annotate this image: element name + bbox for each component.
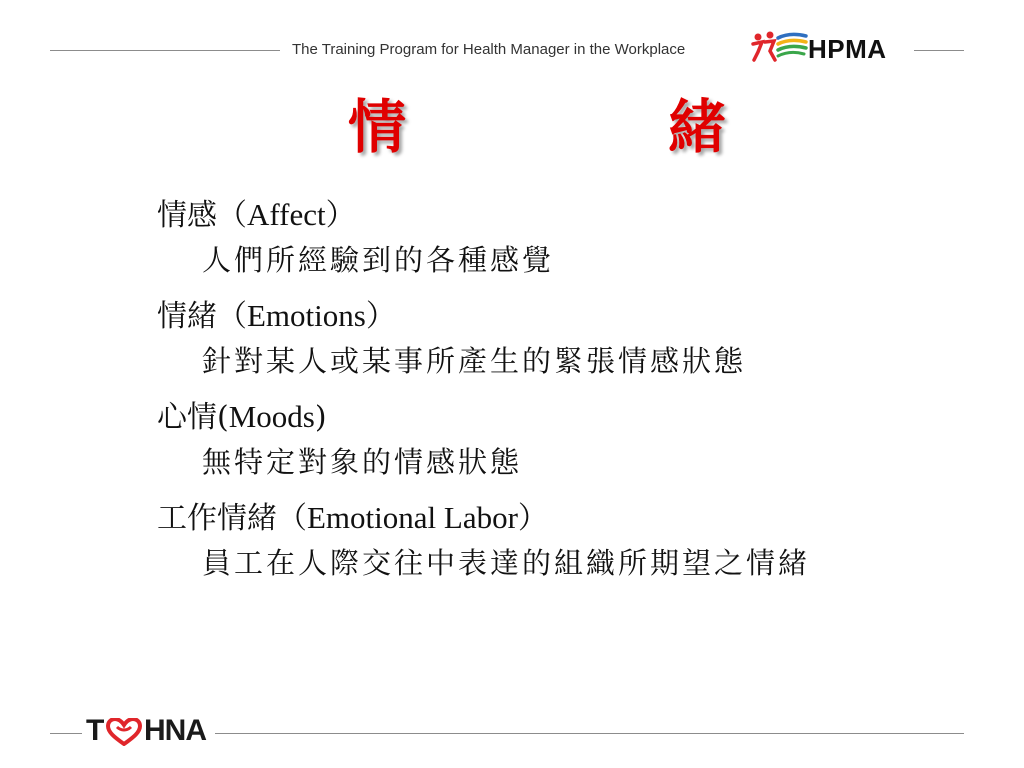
hpma-logo-text: HPMA [808, 34, 887, 64]
term-emotional-labor: 工作情緒（Emotional Labor） [157, 500, 548, 536]
title-char-left: 情 [348, 93, 407, 161]
list-item [157, 496, 1017, 585]
title-char-right: 緒 [668, 93, 727, 161]
footer-rule-right [215, 733, 964, 734]
slide-title [0, 80, 1024, 161]
hpma-logo [750, 28, 910, 68]
definition-emotional-labor: 員工在人際交往中表達的組織所期望之情緒 [202, 546, 811, 580]
definition-list [157, 193, 1017, 597]
heart-icon [106, 718, 142, 746]
hpma-figures-icon [750, 28, 808, 68]
tohna-logo-t: T [86, 714, 105, 747]
definition-emotions: 針對某人或某事所產生的緊張情感狀態 [202, 344, 747, 378]
header-rule-right [914, 50, 964, 51]
list-item [157, 395, 1017, 484]
term-emotions: 情緒（Emotions） [157, 298, 396, 334]
footer-rule-left [50, 733, 82, 734]
definition-moods: 無特定對象的情感狀態 [202, 445, 523, 479]
header-rule-left [50, 50, 280, 51]
term-moods: 心情(Moods) [157, 399, 327, 435]
tohna-logo-text: HNA [144, 714, 206, 747]
list-item [157, 193, 1017, 282]
list-item [157, 294, 1017, 383]
definition-affect: 人們所經驗到的各種感覺 [202, 243, 555, 277]
tohna-logo [86, 714, 206, 750]
term-affect: 情感（Affect） [157, 197, 356, 233]
program-title: The Training Program for Health Manager in the Workplace [292, 41, 686, 58]
